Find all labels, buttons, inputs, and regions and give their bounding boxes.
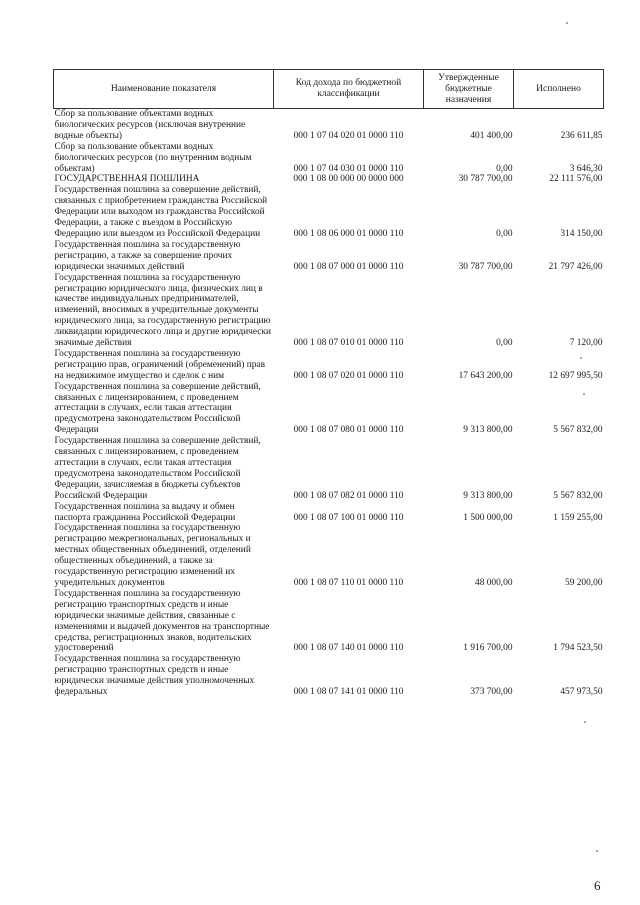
row-approved: 9 313 800,00 [463, 425, 513, 436]
table-row [54, 349, 604, 382]
scan-speck [596, 850, 598, 852]
row-executed: 1 159 255,00 [553, 512, 603, 523]
header-approved: Утвержденные бюджетные назначения [424, 70, 514, 109]
row-approved: 30 787 700,00 [458, 261, 513, 272]
table-row [54, 382, 604, 437]
table-row [54, 174, 604, 185]
row-executed: 1 794 523,50 [553, 643, 603, 654]
row-code: 000 1 08 06 000 01 0000 110 [293, 228, 404, 239]
row-name: Государственная пошлина за совершение действий, связанных с приобретением гражданства Российской Федерации или выходом из гражданства Российской Федерации, а также с въездом в Российскую Федерацию или выездом из Российской Федерации [54, 185, 268, 239]
scan-speck [584, 721, 586, 723]
header-executed: Исполнено [514, 70, 604, 109]
row-code: 000 1 08 07 080 01 0000 110 [293, 425, 404, 436]
row-code: 000 1 08 07 100 01 0000 110 [293, 512, 404, 523]
row-name: Государственная пошлина за государственную регистрацию, а также за совершение прочих юридически значимых действий [54, 239, 241, 272]
row-approved: 0,00 [496, 228, 513, 239]
table-row [54, 589, 604, 654]
table-row [54, 273, 604, 349]
row-name: Государственная пошлина за совершение действий, связанных с лицензированием, с проведением аттестации в случаях, если такая аттестация предусмотрена законодательством Российской Федерации, зачисляемая в бюджеты субъектов Российской Федерации [54, 436, 261, 501]
row-executed: 457 973,50 [560, 687, 603, 698]
header-name: Наименование показателя [54, 70, 274, 109]
row-name: Сбор за пользование объектами водных биологических ресурсов (по внутренним водным объектам) [54, 141, 252, 174]
row-approved: 373 700,00 [470, 687, 513, 698]
row-executed: 22 111 576,00 [549, 174, 603, 185]
row-approved: 0,00 [496, 163, 513, 174]
scan-speck [583, 393, 585, 395]
row-code: 000 1 08 07 082 01 0000 110 [293, 490, 404, 501]
table-body [54, 109, 604, 698]
row-executed: 12 697 995,50 [548, 370, 603, 381]
row-approved: 48 000,00 [475, 577, 513, 588]
row-code: 000 1 08 07 020 01 0000 110 [293, 370, 404, 381]
row-code: 000 1 08 07 000 01 0000 110 [293, 261, 404, 272]
row-code: 000 1 08 07 140 01 0000 110 [293, 643, 404, 654]
row-code: 000 1 07 04 020 01 0000 110 [293, 130, 404, 141]
budget-execution-table [53, 69, 604, 698]
row-name: Сбор за пользование объектами водных биологических ресурсов (исключая внутренние водные объекты) [54, 109, 246, 141]
table-row [54, 185, 604, 240]
row-executed: 314 150,00 [560, 228, 603, 239]
row-executed: 21 797 426,00 [548, 261, 603, 272]
header-code: Код дохода по бюджетной классификации [274, 70, 424, 109]
table-row [54, 142, 604, 175]
row-executed: 5 567 832,00 [553, 490, 603, 501]
row-name: Государственная пошлина за государственную регистрацию транспортных средств и иные юридически значимые действия, связанные с изменениями и выдачей документов на транспортные средства, регистрационных знаков, водительских удостоверений [54, 588, 270, 654]
table-row [54, 109, 604, 142]
table-row [54, 436, 604, 501]
row-code: 000 1 07 04 030 01 0000 110 [293, 163, 404, 174]
row-executed: 59 200,00 [565, 577, 603, 588]
row-executed: 7 120,00 [569, 338, 603, 349]
table-row [54, 240, 604, 273]
row-approved: 30 787 700,00 [458, 174, 513, 185]
scan-speck [580, 357, 582, 359]
table-header [54, 70, 604, 109]
page-number: 6 [594, 878, 601, 893]
scan-speck [566, 22, 568, 24]
row-name: ГОСУДАРСТВЕННАЯ ПОШЛИНА [54, 174, 200, 185]
row-executed: 5 567 832,00 [553, 425, 603, 436]
row-name: Государственная пошлина за совершение действий, связанных с лицензированием, с проведением аттестации в случаях, если такая аттестация предусмотрена законодательством Российской Федерации [54, 381, 261, 436]
row-approved: 17 643 200,00 [458, 370, 513, 381]
row-approved: 0,00 [496, 338, 513, 349]
row-name: Государственная пошлина за государственную регистрацию межрегиональных, региональных и местных общественных объединений, отделений общественных объединений, а также за государственную регистрацию изменений их учредительных документов [54, 523, 251, 588]
table-row [54, 654, 604, 698]
row-approved: 9 313 800,00 [463, 490, 513, 501]
table-row [54, 523, 604, 588]
row-code: 000 1 08 07 141 01 0000 110 [293, 687, 404, 698]
row-approved: 1 916 700,00 [463, 643, 513, 654]
row-name: Государственная пошлина за государственную регистрацию транспортных средств и иные юридически значимые действия уполномоченных федеральных [54, 654, 255, 698]
row-code: 000 1 08 00 000 00 0000 000 [293, 174, 404, 185]
table-row [54, 502, 604, 524]
row-name: Государственная пошлина за государственную регистрацию юридического лица, физических лиц в качестве индивидуальных предпринимателей, изменений, вносимых в учредительные документы юридического лица, за государственную регистрацию ликвидации юридического лица и другие юридически значимые действия [54, 272, 271, 349]
row-name: Государственная пошлина за выдачу и обмен паспорта гражданина Российской Федерации [54, 501, 236, 523]
row-approved: 1 500 000,00 [463, 512, 513, 523]
row-executed: 3 646,30 [569, 163, 603, 174]
row-approved: 401 400,00 [470, 130, 513, 141]
row-code: 000 1 08 07 110 01 0000 110 [293, 577, 404, 588]
row-code: 000 1 08 07 010 01 0000 110 [293, 338, 404, 349]
row-name: Государственная пошлина за государственную регистрацию прав, ограничений (обременений) прав на недвижимое имущество и сделок с ним [54, 348, 265, 381]
row-executed: 236 611,85 [560, 130, 603, 141]
